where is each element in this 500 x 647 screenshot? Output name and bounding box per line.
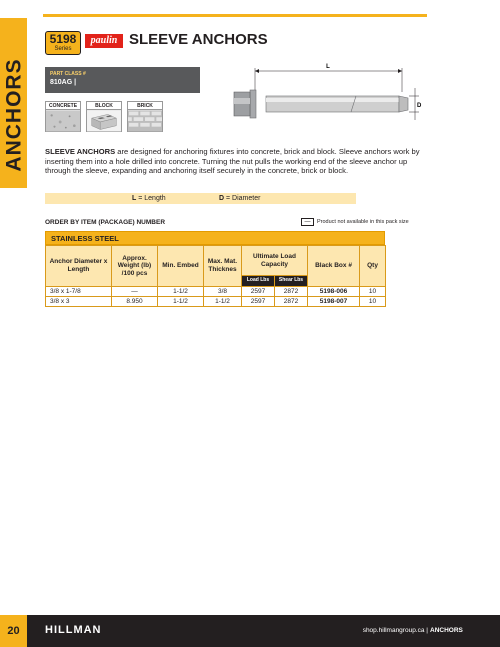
anchor-sleeve-highlight — [266, 98, 399, 102]
header-box: Black Box # — [308, 246, 360, 287]
description-bold: SLEEVE ANCHORS — [45, 147, 116, 156]
cell-shear: 2872 — [275, 286, 308, 296]
cell-thickness: 3/8 — [204, 286, 242, 296]
arrow-left-icon — [255, 69, 259, 73]
legend-diameter-text: = Diameter — [224, 195, 261, 202]
footer-category: ANCHORS — [430, 627, 463, 634]
footer-url — [363, 627, 428, 634]
arrow-right-icon — [398, 69, 402, 73]
cell-load: 2597 — [242, 296, 275, 306]
header-embed: Min. Embed — [158, 246, 204, 287]
product-table — [45, 231, 385, 307]
not-available-text: Product not available in this pack size — [317, 219, 409, 225]
cell-shear: 2872 — [275, 296, 308, 306]
material-label: CONCRETE — [46, 102, 80, 110]
concrete-texture-icon — [46, 110, 80, 132]
cell-load: 2597 — [242, 286, 275, 296]
spec-table — [45, 245, 386, 307]
cell-box-number: 5198-007 — [308, 296, 360, 306]
series-label: Series — [54, 46, 72, 52]
page-title: SLEEVE ANCHORS — [129, 31, 268, 48]
part-class-label: PART CLASS # — [50, 71, 86, 77]
cell-weight: — — [112, 286, 158, 296]
subheader-shear-lbs: Shear Lbs — [275, 276, 308, 287]
table-row — [46, 296, 386, 306]
product-description — [45, 147, 427, 176]
footer-url-text: shop.hillmangroup.ca — [362, 627, 425, 634]
legend-diameter-key: D — [219, 195, 225, 202]
top-rule — [43, 14, 427, 17]
brand-logo: paulin — [85, 34, 123, 48]
cell-thickness: 1-1/2 — [204, 296, 242, 306]
footer-logo: HILLMAN — [45, 624, 102, 636]
legend-diameter — [219, 193, 260, 204]
side-tab — [0, 18, 27, 188]
cinder-block-icon — [87, 110, 121, 132]
side-tab-label: ANCHORS — [2, 58, 26, 172]
cell-qty: 10 — [360, 296, 386, 306]
material-label: BLOCK — [87, 102, 121, 110]
header-weight: Approx. Weight (lb) /100 pcs — [112, 246, 158, 287]
anchor-cone-tip — [399, 96, 408, 112]
order-heading: ORDER BY ITEM (PACKAGE) NUMBER — [45, 219, 166, 226]
part-class-box — [45, 67, 200, 93]
diameter-label: D — [417, 103, 422, 109]
sleeve-anchor-drawing — [226, 58, 426, 138]
series-badge — [45, 31, 81, 55]
cell-embed: 1-1/2 — [158, 286, 204, 296]
not-available-symbol: — — [301, 218, 314, 226]
legend-length — [132, 193, 166, 204]
not-available-note — [301, 217, 409, 227]
material-concrete — [45, 101, 81, 132]
cell-box-number: 5198-006 — [308, 286, 360, 296]
length-label: L — [326, 64, 330, 70]
cell-weight: 8.950 — [112, 296, 158, 306]
legend-length-key: L — [132, 195, 137, 202]
table-header-row — [46, 246, 386, 276]
part-class-value: 810AG | — [50, 79, 77, 86]
material-brick — [127, 101, 163, 132]
header-load-capacity: Ultimate Load Capacity — [242, 246, 308, 276]
header-diameter: Anchor Diameter x Length — [46, 246, 112, 287]
legend-bar — [45, 193, 356, 204]
page-number: 20 — [0, 615, 27, 647]
brick-wall-icon — [128, 110, 162, 132]
header-thickness: Max. Mat. Thicknes — [204, 246, 242, 287]
material-block — [86, 101, 122, 132]
table-title: STAINLESS STEEL — [45, 231, 385, 245]
cell-diameter: 3/8 x 3 — [46, 296, 112, 306]
cell-qty: 10 — [360, 286, 386, 296]
subheader-load-lbs: Load Lbs — [242, 276, 275, 287]
series-number: 5198 — [49, 32, 77, 46]
description-text: are designed for anchoring fixtures into concrete, brick and block. Sleeve anchors work by inserting them into a hole drilled into concrete. Turning the nut pulls the working end of the sleeve anchor up through the sleeve, expanding and anchoring itself securely in the concrete, brick or block. — [45, 147, 420, 176]
legend-length-text: = Length — [136, 195, 166, 202]
nut-highlight — [234, 98, 250, 104]
material-label: BRICK — [128, 102, 162, 110]
footer-separator: | — [426, 627, 428, 634]
anchor-washer — [250, 90, 256, 118]
table-row — [46, 286, 386, 296]
cell-diameter: 3/8 x 1-7/8 — [46, 286, 112, 296]
header-qty: Qty — [360, 246, 386, 287]
cell-embed: 1-1/2 — [158, 296, 204, 306]
